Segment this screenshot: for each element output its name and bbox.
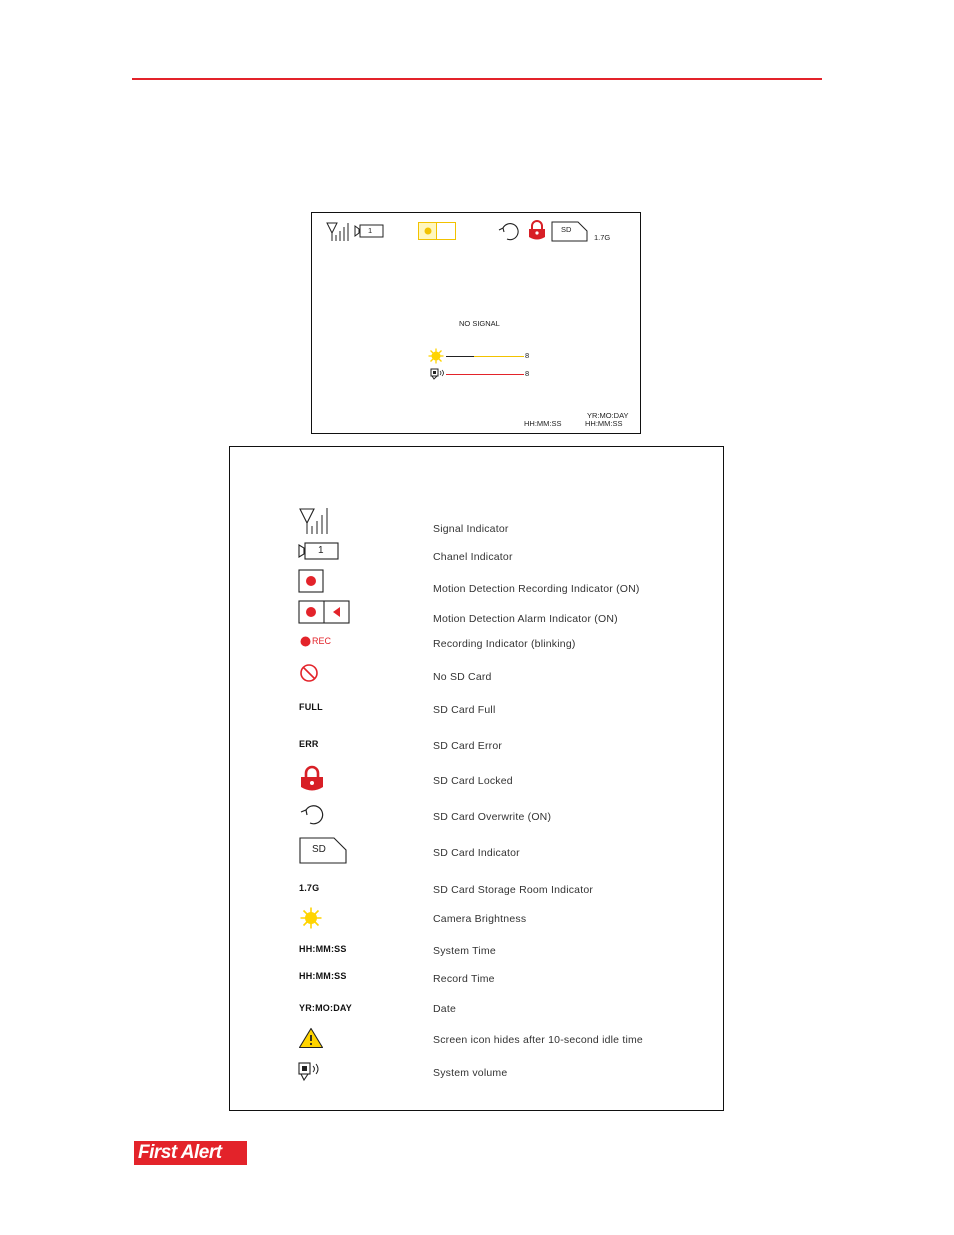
legend-label: Signal Indicator xyxy=(433,523,509,535)
storage-indicator: 1.7G xyxy=(594,233,611,242)
channel-number: 1 xyxy=(318,545,324,556)
record-time-code: HH:MM:SS xyxy=(299,971,347,981)
volume-value: 8 xyxy=(525,369,530,378)
legend-label: Record Time xyxy=(433,973,495,985)
legend-label: Recording Indicator (blinking) xyxy=(433,638,576,650)
legend-label: Motion Detection Alarm Indicator (ON) xyxy=(433,613,618,625)
lock-icon xyxy=(527,220,547,242)
monitor-screen xyxy=(311,212,641,434)
sd-label: SD xyxy=(312,844,326,855)
brightness-value: 8 xyxy=(525,351,530,360)
channel-number: 1 xyxy=(368,226,373,235)
date-code: YR:MO:DAY xyxy=(299,1003,352,1013)
legend-label: SD Card Full xyxy=(433,704,496,716)
sun-icon xyxy=(428,348,444,364)
warning-icon xyxy=(298,1027,324,1049)
motion-alarm-icon xyxy=(298,600,350,624)
icon-legend xyxy=(229,446,724,1111)
legend-label: No SD Card xyxy=(433,671,492,683)
sd-error-code: ERR xyxy=(299,739,319,749)
rec-dot-icon xyxy=(300,636,312,648)
legend-label: SD Card Storage Room Indicator xyxy=(433,884,594,896)
overwrite-icon xyxy=(299,804,325,826)
speaker-icon xyxy=(298,1062,324,1082)
overwrite-icon xyxy=(497,222,521,242)
system-time-code: HH:MM:SS xyxy=(299,944,347,954)
legend-label: SD Card Indicator xyxy=(433,847,520,859)
motion-dot-icon xyxy=(423,226,433,236)
motion-record-icon xyxy=(298,569,324,593)
signal-icon xyxy=(326,221,350,243)
sun-icon xyxy=(300,907,322,929)
legend-label: Motion Detection Recording Indicator (ON) xyxy=(433,583,640,595)
rec-text: REC xyxy=(312,636,332,646)
sd-label: SD xyxy=(561,225,572,234)
system-time: HH:MM:SS xyxy=(585,419,623,428)
brightness-level[interactable] xyxy=(446,356,474,357)
date-display: YR:MO:DAY xyxy=(587,411,629,420)
legend-label: System Time xyxy=(433,945,496,957)
brightness-track xyxy=(474,356,524,357)
lock-icon xyxy=(299,765,325,793)
motion-indicator-box xyxy=(418,222,456,240)
legend-label: Date xyxy=(433,1003,456,1015)
brand-logo xyxy=(134,1141,247,1165)
record-time: HH:MM:SS xyxy=(524,419,562,428)
header-rule xyxy=(132,78,822,80)
legend-label: System volume xyxy=(433,1067,508,1079)
no-signal-text: NO SIGNAL xyxy=(459,319,500,328)
volume-track[interactable] xyxy=(446,374,524,375)
legend-label: SD Card Error xyxy=(433,740,503,752)
legend-label: Camera Brightness xyxy=(433,913,527,925)
brand-logo-text: First Alert xyxy=(138,1142,222,1163)
legend-label: SD Card Locked xyxy=(433,775,513,787)
sd-full-code: FULL xyxy=(299,702,323,712)
no-sd-icon xyxy=(299,663,319,683)
signal-icon xyxy=(299,507,329,535)
legend-label: Chanel Indicator xyxy=(433,551,513,563)
legend-label: SD Card Overwrite (ON) xyxy=(433,811,552,823)
legend-label: Screen icon hides after 10-second idle time xyxy=(433,1034,643,1046)
storage-code: 1.7G xyxy=(299,883,320,893)
speaker-icon xyxy=(430,368,446,380)
